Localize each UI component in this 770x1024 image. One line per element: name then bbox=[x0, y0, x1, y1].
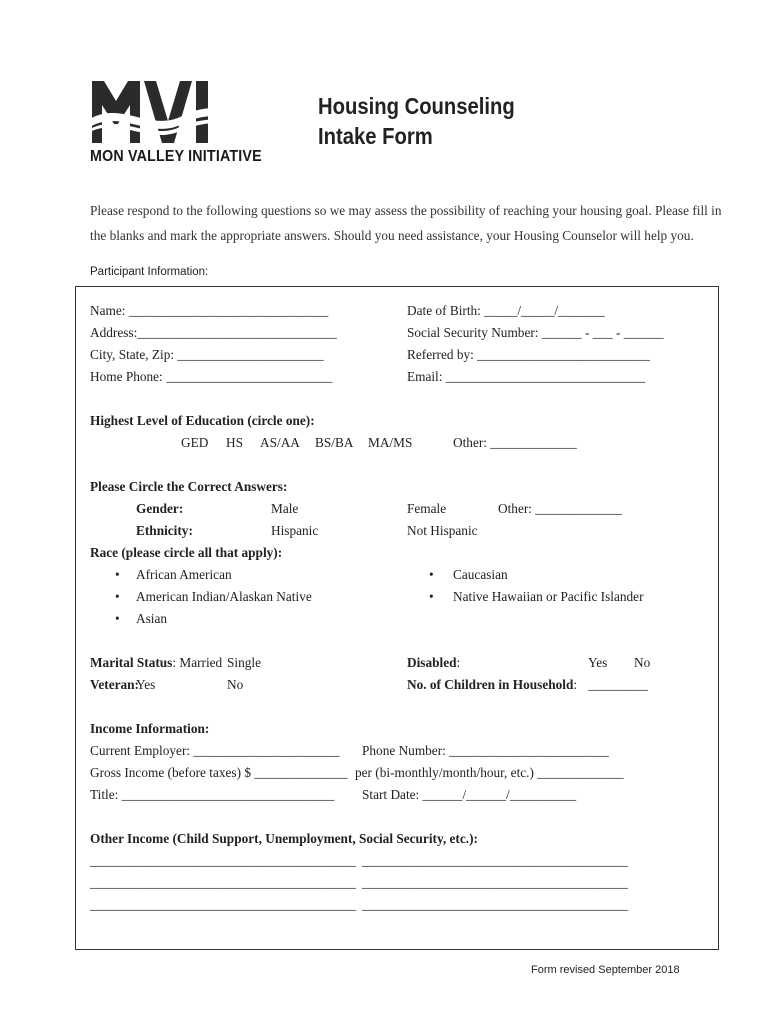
other-income-blank[interactable]: ________________________________________ bbox=[90, 875, 356, 890]
bullet-icon: • bbox=[115, 589, 120, 604]
veteran-label: Veteran: bbox=[90, 677, 139, 692]
bullet-icon: • bbox=[115, 567, 120, 582]
date-of-birth-field[interactable]: Date of Birth: _____/_____/_______ bbox=[407, 303, 605, 318]
education-option-as-aa[interactable]: AS/AA bbox=[260, 435, 300, 450]
children-count-field[interactable]: _________ bbox=[588, 677, 648, 692]
gross-income-field[interactable]: Gross Income (before taxes) $ ______________ bbox=[90, 765, 348, 780]
participant-info-label: Participant Information: bbox=[90, 266, 209, 278]
marital-single-option[interactable]: Single bbox=[227, 655, 261, 670]
disabled-colon: : bbox=[456, 655, 461, 670]
education-heading: Highest Level of Education (circle one): bbox=[90, 413, 315, 428]
income-heading: Income Information: bbox=[90, 721, 210, 736]
start-date-field[interactable]: Start Date: ______/______/__________ bbox=[362, 787, 577, 802]
disabled-label: Disabled bbox=[407, 655, 457, 670]
education-option-ma-ms[interactable]: MA/MS bbox=[368, 435, 413, 450]
pay-period-field[interactable]: per (bi-monthly/month/hour, etc.) _____________ bbox=[355, 765, 624, 780]
bullet-icon: • bbox=[429, 589, 434, 604]
education-option-hs[interactable]: HS bbox=[226, 435, 243, 450]
other-income-blank[interactable]: ________________________________________ bbox=[362, 897, 628, 912]
children-colon: : bbox=[573, 677, 578, 692]
education-option-ged[interactable]: GED bbox=[181, 435, 209, 450]
email-field[interactable]: Email: ______________________________ bbox=[407, 369, 646, 384]
ethnicity-label: Ethnicity: bbox=[136, 523, 193, 538]
referred-by-field[interactable]: Referred by: __________________________ bbox=[407, 347, 651, 362]
race-option-asian[interactable]: Asian bbox=[136, 611, 168, 626]
race-heading: Race (please circle all that apply): bbox=[90, 545, 283, 560]
veteran-no-option[interactable]: No bbox=[227, 677, 244, 692]
city-state-zip-field[interactable]: City, State, Zip: ______________________ bbox=[90, 347, 324, 362]
form-title-line1: Housing Counseling bbox=[318, 93, 515, 119]
disabled-row bbox=[407, 655, 460, 671]
home-phone-field[interactable]: Home Phone: _________________________ bbox=[90, 369, 333, 384]
education-other-field[interactable]: Other: _____________ bbox=[453, 435, 577, 450]
name-field[interactable]: Name: ______________________________ bbox=[90, 303, 329, 318]
education-option-bs-ba[interactable]: BS/BA bbox=[315, 435, 354, 450]
marital-status-label: Marital Status bbox=[90, 655, 173, 670]
logo-tagline: MON VALLEY INITIATIVE bbox=[90, 148, 262, 165]
gender-other-field[interactable]: Other: _____________ bbox=[498, 501, 622, 516]
race-option-caucasian[interactable]: Caucasian bbox=[453, 567, 508, 582]
other-income-blank[interactable]: ________________________________________ bbox=[90, 897, 356, 912]
ethnicity-hispanic-option[interactable]: Hispanic bbox=[271, 523, 319, 538]
race-option-african-american[interactable]: African American bbox=[136, 567, 232, 582]
marital-married-option[interactable]: : Married bbox=[172, 655, 223, 670]
veteran-yes-option[interactable]: Yes bbox=[136, 677, 156, 692]
gender-label: Gender: bbox=[136, 501, 184, 516]
disabled-yes-option[interactable]: Yes bbox=[588, 655, 608, 670]
children-row bbox=[407, 677, 577, 693]
job-title-field[interactable]: Title: ________________________________ bbox=[90, 787, 335, 802]
other-income-heading: Other Income (Child Support, Unemployment, Social Security, etc.): bbox=[90, 831, 478, 846]
other-income-blank[interactable]: ________________________________________ bbox=[90, 853, 356, 868]
ethnicity-not-hispanic-option[interactable]: Not Hispanic bbox=[407, 523, 478, 538]
intro-line2: the blanks and mark the appropriate answers. Should you need assistance, your Housing Counselor will help you. bbox=[90, 228, 694, 243]
gender-male-option[interactable]: Male bbox=[271, 501, 299, 516]
race-option-native-hawaiian[interactable]: Native Hawaiian or Pacific Islander bbox=[453, 589, 644, 604]
form-revision-note: Form revised September 2018 bbox=[531, 964, 680, 976]
bullet-icon: • bbox=[429, 567, 434, 582]
other-income-blank[interactable]: ________________________________________ bbox=[362, 853, 628, 868]
marital-status-row bbox=[90, 655, 222, 671]
address-field[interactable]: Address:______________________________ bbox=[90, 325, 337, 340]
current-employer-field[interactable]: Current Employer: ______________________ bbox=[90, 743, 340, 758]
ssn-field[interactable]: Social Security Number: ______ - ___ - ______ bbox=[407, 325, 664, 340]
intro-line1: Please respond to the following questions so we may assess the possibility of reaching your housing goal. Please fill in bbox=[90, 203, 722, 218]
answers-heading: Please Circle the Correct Answers: bbox=[90, 479, 288, 494]
gender-female-option[interactable]: Female bbox=[407, 501, 447, 516]
form-title-line2: Intake Form bbox=[318, 123, 433, 149]
other-income-blank[interactable]: ________________________________________ bbox=[362, 875, 628, 890]
participant-form-box bbox=[75, 286, 719, 950]
logo-text: MVI bbox=[90, 79, 92, 80]
race-option-american-indian[interactable]: American Indian/Alaskan Native bbox=[136, 589, 312, 604]
children-label: No. of Children in Household bbox=[407, 677, 574, 692]
employer-phone-field[interactable]: Phone Number: ________________________ bbox=[362, 743, 609, 758]
bullet-icon: • bbox=[115, 611, 120, 626]
disabled-no-option[interactable]: No bbox=[634, 655, 651, 670]
